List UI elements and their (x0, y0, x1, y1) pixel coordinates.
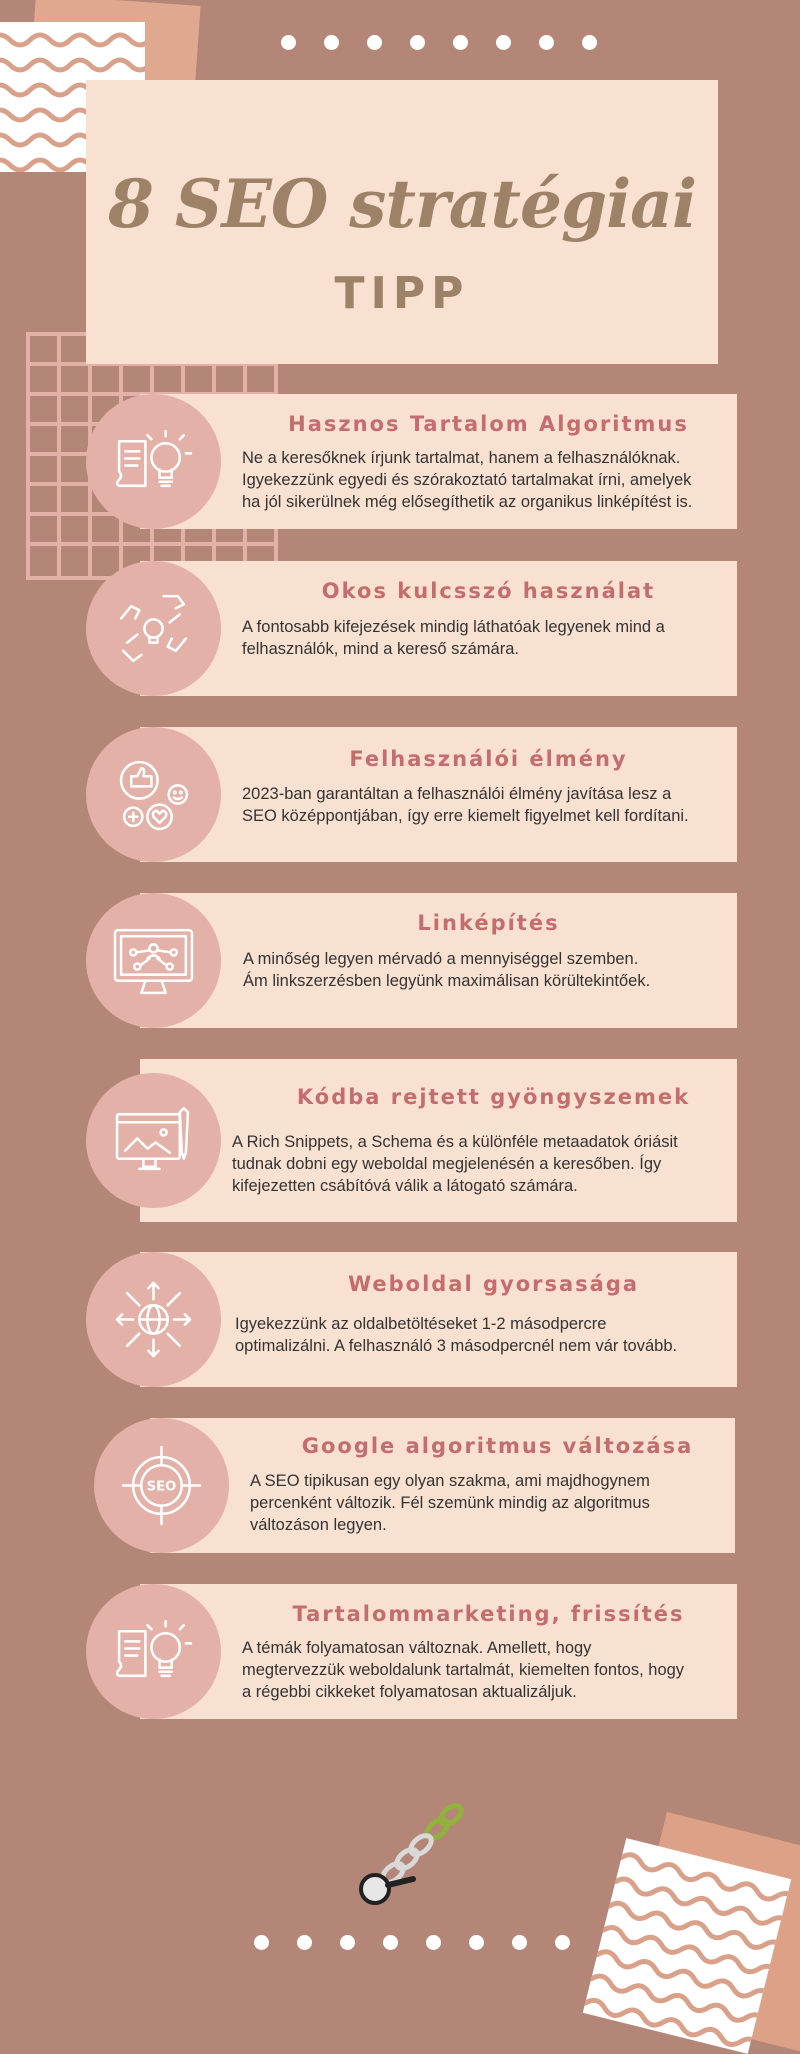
feedback-icon (113, 754, 194, 835)
hands-idea-icon (113, 588, 194, 669)
tip-text: Igyekezzünk az oldalbetöltéseket 1-2 másodpercre optimalizálni. A felhasználó 3 másodpercnél nem vár tovább. (235, 1315, 678, 1355)
tip-card (140, 727, 737, 862)
tip-title: Google algoritmus változása (301, 1434, 694, 1458)
tip-text: A minőség legyen mérvadó a mennyiséggel szemben. Ám linkszerzésben legyünk maximálisan körültekintőek. (243, 950, 651, 990)
globe-arrows-icon (113, 1279, 194, 1360)
dot (340, 1935, 355, 1950)
tip-title: Linképítés (417, 911, 560, 935)
tip-icon-circle (94, 1418, 229, 1553)
tip-icon-circle (86, 1584, 221, 1719)
tip-title: Hasznos Tartalom Algoritmus (288, 412, 689, 436)
tip-text: A témák folyamatosan változnak. Amellett, hogy megtervezzük weboldalunk tartalmát, kiemelten fontos, hogy a régebbi cikkeket folyamatosan aktualizáljuk. (242, 1639, 685, 1701)
dot (453, 35, 468, 50)
tip-icon-circle (86, 1252, 221, 1387)
page-subtitle: TIPP (334, 268, 470, 319)
tip-title: Kódba rejtett gyöngyszemek (296, 1085, 691, 1109)
seo-target-icon (121, 1445, 202, 1526)
tip-title: Felhasználói élmény (349, 747, 628, 771)
tip-card (150, 1418, 735, 1553)
dot (383, 1935, 398, 1950)
tip-card (140, 561, 737, 696)
tip-text: 2023-ban garantáltan a felhasználói élmény javítása lesz a SEO középpontjában, így erre kiemelt figyelmet kell fordítani. (242, 785, 689, 825)
seo-icon-text: SEO (146, 1479, 177, 1495)
monitor-network-icon (113, 920, 194, 1001)
dot (281, 35, 296, 50)
dot (324, 35, 339, 50)
tip-text: Ne a keresőknek írjunk tartalmat, hanem a felhasználóknak. Igyekezzünk egyedi és szórakoztató tartalmakat írni, amelyek ha jól sikerülnek még elősegíthetik az organikus linképítést is. (242, 449, 693, 511)
tip-title: Okos kulcsszó használat (321, 579, 656, 603)
dot (410, 35, 425, 50)
tip-icon-circle (86, 727, 221, 862)
tip-icon-circle (86, 394, 221, 529)
dot (426, 1935, 441, 1950)
tip-icon-circle (86, 1073, 221, 1208)
dot (539, 35, 554, 50)
tip-icon-circle (86, 561, 221, 696)
dot (582, 35, 597, 50)
tip-text: A fontosabb kifejezések mindig láthatóak legyenek mind a felhasználók, mind a kereső számára. (242, 618, 665, 658)
dot (254, 1935, 269, 1950)
dot (367, 35, 382, 50)
tip-card (140, 1584, 737, 1719)
tip-icon-circle (86, 893, 221, 1028)
tip-card (140, 1252, 737, 1387)
dot (469, 1935, 484, 1950)
chain-magnifier-illustration (355, 1795, 475, 1910)
dot (555, 1935, 570, 1950)
tip-title: Tartalommarketing, frissítés (292, 1602, 685, 1626)
tip-card (140, 893, 737, 1028)
tip-text: A Rich Snippets, a Schema és a különféle metaadatok óriásit tudnak dobni egy weboldal megjelenésén a keresőben. Így kifejezetten csábítóvá válik a látogató számára. (232, 1133, 678, 1195)
hero-panel (86, 80, 718, 364)
dot (496, 35, 511, 50)
tip-title: Weboldal gyorsasága (347, 1272, 640, 1296)
tip-card (140, 1059, 737, 1222)
design-monitor-icon (113, 1100, 194, 1181)
lightbulb-document-icon (113, 421, 194, 502)
dot (297, 1935, 312, 1950)
dot (512, 1935, 527, 1950)
tip-card (140, 394, 737, 529)
page-title: 8 SEO stratégiai (107, 165, 697, 243)
lightbulb-document-icon (113, 1611, 194, 1692)
tip-text: A SEO tipikusan egy olyan szakma, ami majdhogynem percenként változik. Fél szemünk mindig az algoritmus változáson legyen. (250, 1472, 650, 1534)
